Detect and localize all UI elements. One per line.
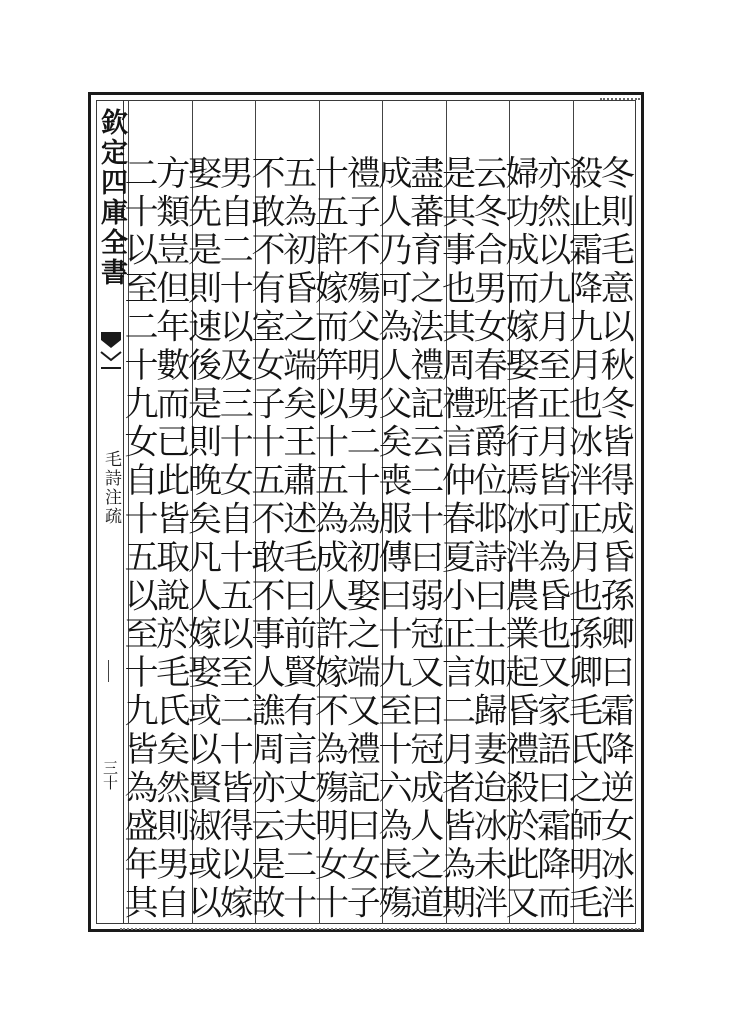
book-title: 欽定四庫全書	[96, 108, 127, 288]
column-text: 男自二十以及三十女自十五以至二十皆得以嫁	[213, 155, 254, 923]
column-text: 十五許嫁而笄以十五為成人許嫁不為殤明女十	[308, 155, 349, 923]
top-border-ornament	[600, 98, 640, 103]
column-text: 亦然以九月至正月皆可為昏也又家語曰霜降而	[530, 155, 571, 923]
column-text: 二十以至二十九女自十五以至十九皆為盛年其	[118, 155, 158, 923]
column-text: 不敢不有室女子十五不敢不事人譙周亦云是故	[245, 155, 285, 923]
text-column	[116, 155, 160, 923]
column-text: 盡蕃育之法禮記云二十曰弱冠又曰冠成人之道	[403, 155, 444, 923]
margin-tick	[108, 660, 109, 682]
column-text: 五為初昏之端矣王肅述毛曰前賢有言丈夫二十	[276, 155, 317, 923]
column-text: 方類豈但年數而已此皆取說於毛氏矣然則男自	[149, 155, 190, 923]
page-number: 三十	[101, 760, 119, 790]
bottom-border-ornament	[120, 928, 640, 933]
column-text: 殺止霜降九月也冰泮正月也孫卿毛氏之師明毛	[562, 155, 603, 923]
column-text: 是其事也其周禮言仲春夏小正言二月者皆為期	[435, 155, 476, 923]
column-text: 冬則毛意以秋冬皆得成昏孫卿曰霜降逆女冰泮	[594, 155, 635, 923]
column-text: 婦功成而嫁娶者行焉冰泮農業起昏禮殺於此又	[499, 155, 539, 923]
column-text: 云冬合男女春班爵位邶詩曰士如歸妻迨冰未泮	[467, 155, 508, 923]
column-text: 成人乃可為人父矣喪服傳曰十九至十六為長殤	[372, 155, 412, 923]
column-text: 娶先是則速後是則晚矣凡人嫁娶或以賢淑或以	[181, 155, 222, 923]
column-text: 禮子不殤父明男二十為初娶之端又禮記曰女子	[340, 155, 381, 923]
work-title: 毛詩注疏	[101, 450, 121, 526]
